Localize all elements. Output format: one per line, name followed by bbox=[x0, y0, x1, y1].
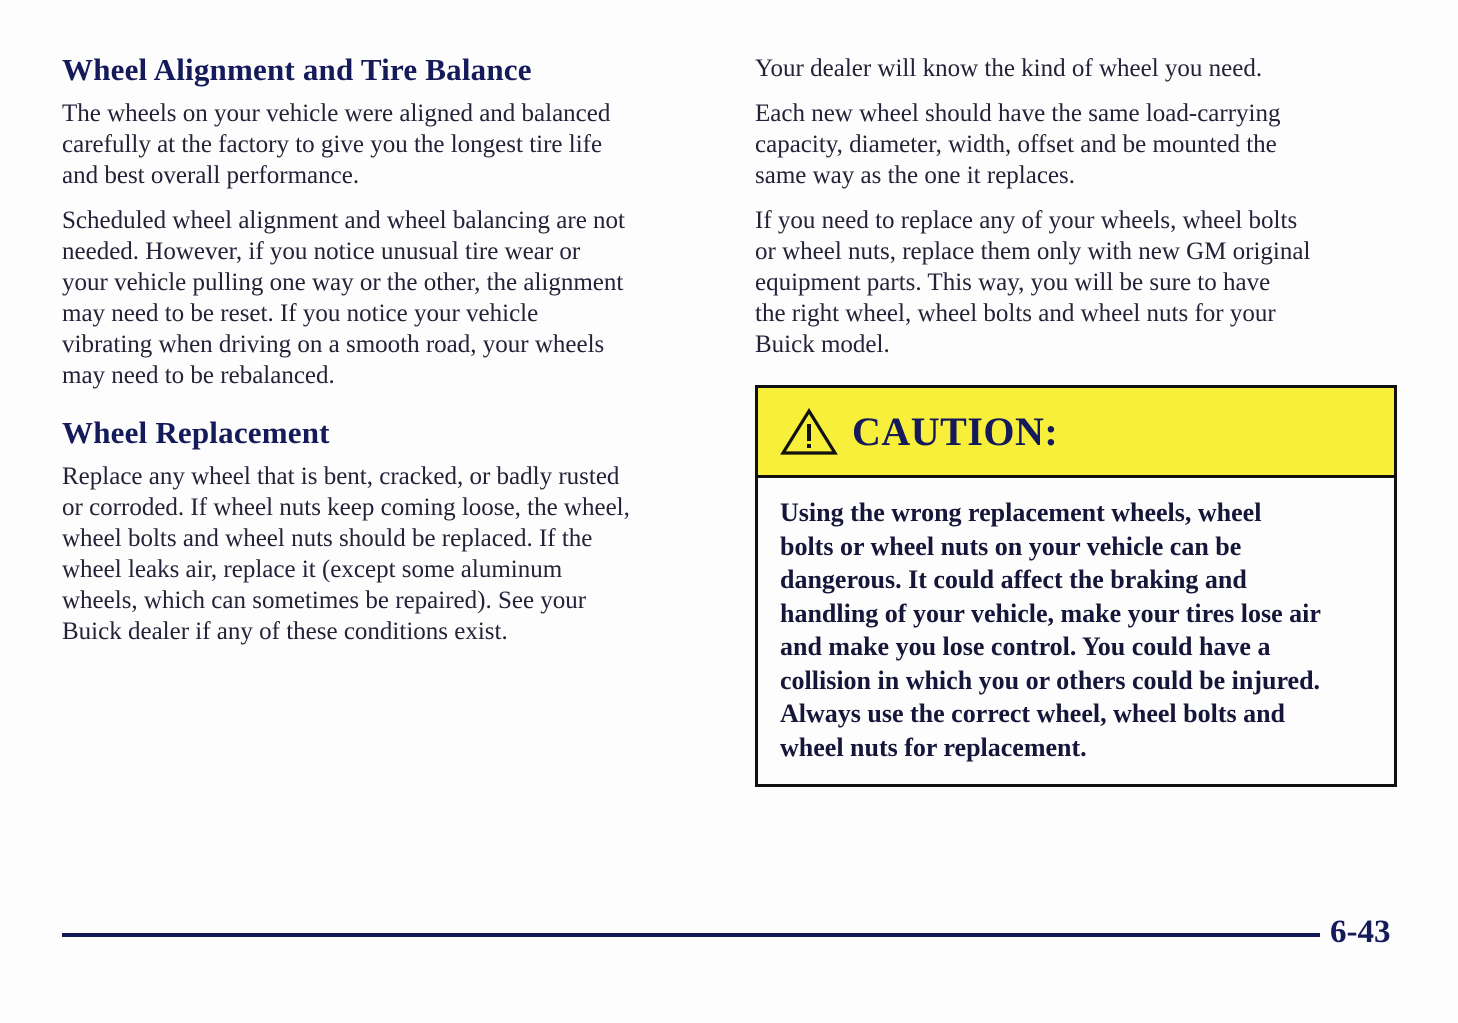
paragraph-new-wheel: Each new wheel should have the same load-carrying capacity, diameter, width, offset and be mounted the same way as the one it replaces. bbox=[755, 100, 1281, 189]
section-heading-wheel-alignment: Wheel Alignment and Tire Balance bbox=[62, 52, 532, 87]
section-heading-wheel-replacement: Wheel Replacement bbox=[62, 415, 330, 450]
page-number: 6-43 bbox=[1330, 914, 1391, 950]
warning-triangle-icon bbox=[780, 408, 838, 456]
paragraph-replacement: Replace any wheel that is bent, cracked, or badly rusted or corroded. If wheel nuts keep coming loose, the wheel, wheel bolts and wheel nuts should be replaced. If the wheel leaks air, replace it (except some aluminum wheels, which can sometimes be repaired). See your Buick dealer if any of these conditions exist. bbox=[62, 463, 630, 645]
caution-body: Using the wrong replacement wheels, wheel bolts or wheel nuts on your vehicle can be dangerous. It could affect the braking and handling of your vehicle, make your tires lose air and make you lose control. You could have a collision in which you or others could be injured. Always use the correct wheel, wheel bolts and wheel nuts for replacement. bbox=[780, 498, 1321, 762]
caution-header bbox=[758, 388, 1394, 478]
left-column bbox=[62, 50, 712, 661]
paragraph-alignment-intro: The wheels on your vehicle were aligned and balanced carefully at the factory to give you the longest tire life and best overall performance. bbox=[62, 100, 611, 189]
right-column bbox=[755, 50, 1405, 374]
caution-box bbox=[755, 385, 1397, 787]
caution-title: CAUTION: bbox=[852, 409, 1059, 454]
paragraph-gm-parts: If you need to replace any of your wheels, wheel bolts or wheel nuts, replace them only with new GM original equipment parts. This way, you will be sure to have the right wheel, wheel bolts and wheel nuts for your Buick model. bbox=[755, 207, 1311, 358]
footer-rule bbox=[62, 933, 1320, 937]
paragraph-alignment-schedule: Scheduled wheel alignment and wheel balancing are not needed. However, if you notice unusual tire wear or your vehicle pulling one way or the other, the alignment may need to be reset. If you notice your vehicle vibrating when driving on a smooth road, your wheels may need to be rebalanced. bbox=[62, 207, 625, 389]
paragraph-dealer: Your dealer will know the kind of wheel you need. bbox=[755, 55, 1263, 82]
